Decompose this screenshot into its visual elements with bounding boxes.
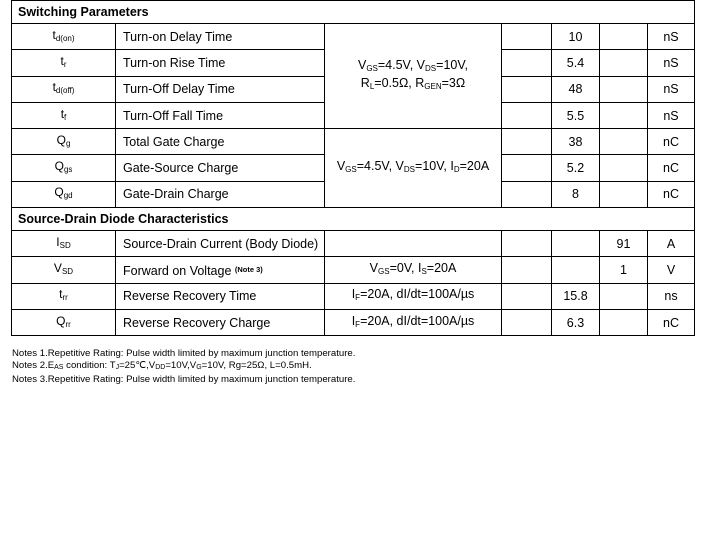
- min-cell: [502, 24, 552, 50]
- typ-cell: 38: [552, 129, 600, 155]
- parameter-cell: Turn-on Delay Time: [116, 24, 325, 50]
- symbol-cell: $Q_{gd}$: [12, 181, 116, 207]
- parameter-cell: Turn-Off Delay Time: [116, 76, 325, 102]
- typ-cell: 6.3: [552, 309, 600, 335]
- max-cell: [600, 155, 648, 181]
- parameter-cell: Gate-Source Charge: [116, 155, 325, 181]
- unit-cell: nS: [648, 76, 695, 102]
- symbol-cell: $Q_g$: [12, 129, 116, 155]
- max-cell: 91: [600, 231, 648, 257]
- max-cell: [600, 129, 648, 155]
- typ-cell: 8: [552, 181, 600, 207]
- min-cell: [502, 155, 552, 181]
- typ-cell: 15.8: [552, 283, 600, 309]
- parameter-cell: Reverse Recovery Charge: [116, 309, 325, 335]
- typ-cell: 48: [552, 76, 600, 102]
- max-cell: [600, 283, 648, 309]
- max-cell: 1: [600, 257, 648, 283]
- unit-cell: nC: [648, 181, 695, 207]
- parameter-cell: Forward on Voltage $^{(Note 3)}$: [116, 257, 325, 283]
- symbol-cell: $t_r$: [12, 50, 116, 76]
- note-3: Notes 3.Repetitive Rating: Pulse width limited by maximum junction temperature.: [12, 374, 356, 385]
- parameter-cell: Source-Drain Current (Body Diode): [116, 231, 325, 257]
- unit-cell: nS: [648, 50, 695, 76]
- unit-cell: nC: [648, 155, 695, 181]
- typ-cell: 5.4: [552, 50, 600, 76]
- table-row: [12, 283, 695, 309]
- table-row: [12, 24, 695, 50]
- typ-cell: 5.5: [552, 102, 600, 128]
- min-cell: [502, 102, 552, 128]
- notes: [12, 348, 355, 386]
- min-cell: [502, 181, 552, 207]
- parameter-cell: Total Gate Charge: [116, 129, 325, 155]
- max-cell: [600, 309, 648, 335]
- min-cell: [502, 129, 552, 155]
- min-cell: [502, 257, 552, 283]
- parameters-table: [11, 0, 695, 336]
- symbol-cell: $t_{d(off)}$: [12, 76, 116, 102]
- note-1: Notes 1.Repetitive Rating: Pulse width limited by maximum junction temperature.: [12, 348, 356, 359]
- unit-cell: nS: [648, 102, 695, 128]
- symbol-cell: $I_{SD}$: [12, 231, 116, 257]
- symbol-cell: $Q_{gs}$: [12, 155, 116, 181]
- condition-cell: $I_F=20A$, dI/dt=100A/µs: [325, 283, 502, 309]
- symbol-cell: $V_{SD}$: [12, 257, 116, 283]
- condition-cell: $V_{GS}=4.5V$, $V_{DS}=10V$, $I_D=20A$: [325, 129, 502, 208]
- min-cell: [502, 50, 552, 76]
- typ-cell: 5.2: [552, 155, 600, 181]
- table-row: [12, 257, 695, 283]
- typ-cell: [552, 231, 600, 257]
- parameter-cell: Reverse Recovery Time: [116, 283, 325, 309]
- unit-cell: ns: [648, 283, 695, 309]
- max-cell: [600, 102, 648, 128]
- typ-cell: [552, 257, 600, 283]
- table-row: [12, 309, 695, 335]
- parameter-cell: Turn-Off Fall Time: [116, 102, 325, 128]
- parameter-cell: Turn-on Rise Time: [116, 50, 325, 76]
- unit-cell: V: [648, 257, 695, 283]
- min-cell: [502, 76, 552, 102]
- unit-cell: nC: [648, 129, 695, 155]
- section-header-diode: [12, 208, 695, 231]
- unit-cell: nC: [648, 309, 695, 335]
- min-cell: [502, 309, 552, 335]
- section-title: Source-Drain Diode Characteristics: [12, 208, 695, 231]
- section-header-switching: [12, 1, 695, 24]
- symbol-cell: $Q_{rr}$: [12, 309, 116, 335]
- table-row: [12, 231, 695, 257]
- parameter-cell: Gate-Drain Charge: [116, 181, 325, 207]
- unit-cell: A: [648, 231, 695, 257]
- note-ref: (Note 3): [234, 264, 263, 274]
- unit-cell: nS: [648, 24, 695, 50]
- max-cell: [600, 181, 648, 207]
- max-cell: [600, 76, 648, 102]
- max-cell: [600, 24, 648, 50]
- symbol-cell: $t_{rr}$: [12, 283, 116, 309]
- condition-cell: [325, 231, 502, 257]
- max-cell: [600, 50, 648, 76]
- min-cell: [502, 283, 552, 309]
- section-title: Switching Parameters: [12, 1, 695, 24]
- symbol-cell: $t_f$: [12, 102, 116, 128]
- condition-cell: $V_{GS}=4.5V$, $V_{DS}=10V$, $R_L=0.5\Omega$, $R_{GEN}=3\Omega$: [325, 24, 502, 129]
- condition-cell: $V_{GS}=0V$, $I_S=20A$: [325, 257, 502, 283]
- condition-cell: $I_F=20A$, dI/dt=100A/µs: [325, 309, 502, 335]
- symbol-cell: $t_{d(on)}$: [12, 24, 116, 50]
- table-row: [12, 129, 695, 155]
- typ-cell: 10: [552, 24, 600, 50]
- min-cell: [502, 231, 552, 257]
- note-2: Notes $2.E_{AS}$ condition: $T_J=25℃,V_{DD}=10V,V_G=10V$, Rg=25Ω, L=0.5mH.: [12, 360, 312, 371]
